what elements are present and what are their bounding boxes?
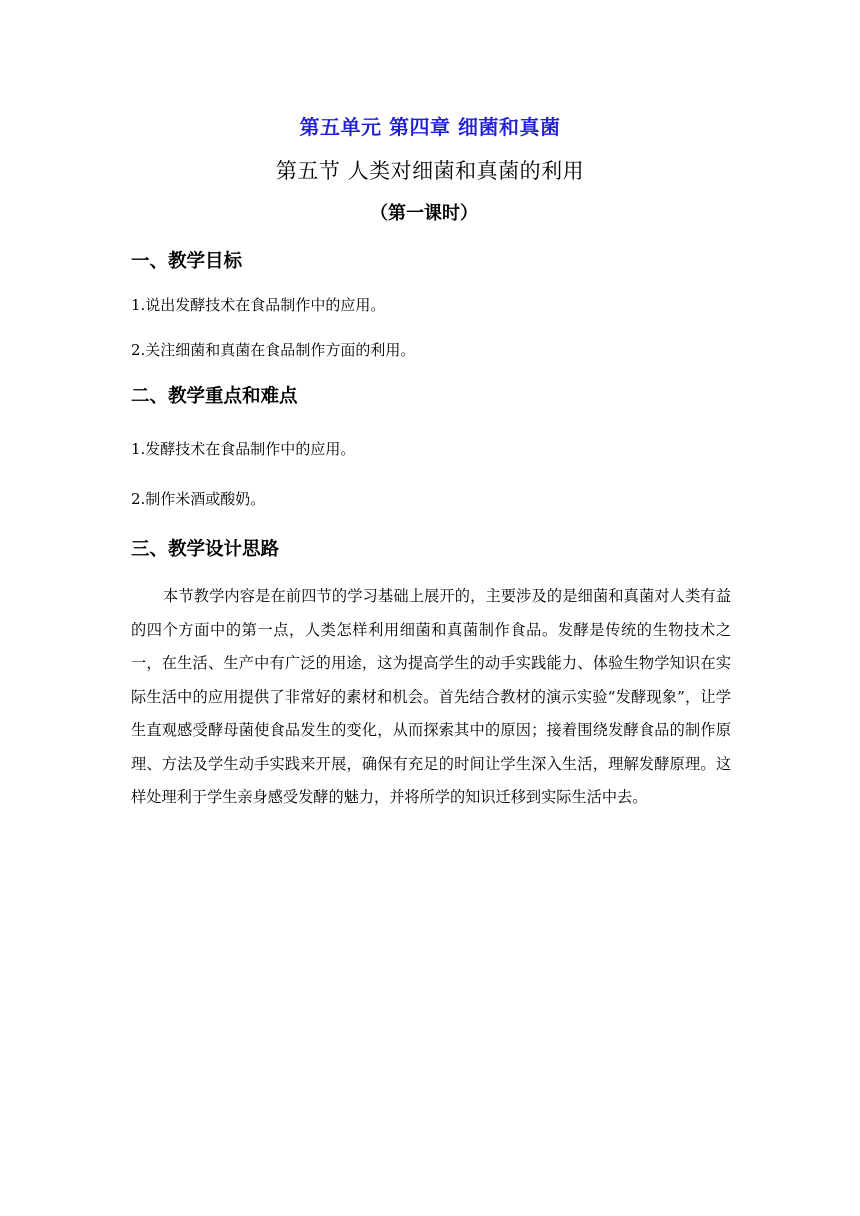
key-point-item-1: 1.发酵技术在食品制作中的应用。 <box>131 440 356 458</box>
lesson-period-title: （第一课时） <box>370 203 478 224</box>
heading-teaching-objectives: 一、教学目标 <box>131 251 243 272</box>
objective-item-1: 1.说出发酵技术在食品制作中的应用。 <box>131 296 386 314</box>
design-approach-paragraph: 本节教学内容是在前四节的学习基础上展开的，主要涉及的是细菌和真菌对人类有益的四个方面中的第一点，人类怎样利用细菌和真菌制作食品。发酵是传统的生物技术之一，在生活、生产中有广泛的用途，这为提高学生的动手实践能力、体验生物学知识在实际生活中的应用提供了非常好的素材和机会。首先结合教材的演示实验“发酵现象”，让学生直观感受酵母菌使食品发生的变化，从而探索其中的原因；接着围绕发酵食品的制作原理、方法及学生动手实践来开展，确保有充足的时间让学生深入生活，理解发酵原理。这样处理利于学生亲身感受发酵的魅力，并将所学的知识迁移到实际生活中去。 <box>131 587 731 806</box>
key-point-item-2: 2.制作米酒或酸奶。 <box>131 490 266 508</box>
unit-chapter-title: 第五单元 第四章 细菌和真菌 <box>299 115 561 139</box>
heading-design-approach: 三、教学设计思路 <box>131 539 280 560</box>
section-title: 第五节 人类对细菌和真菌的利用 <box>275 159 585 183</box>
objective-item-2: 2.关注细菌和真菌在食品制作方面的利用。 <box>131 341 416 359</box>
heading-key-points: 二、教学重点和难点 <box>131 386 298 407</box>
